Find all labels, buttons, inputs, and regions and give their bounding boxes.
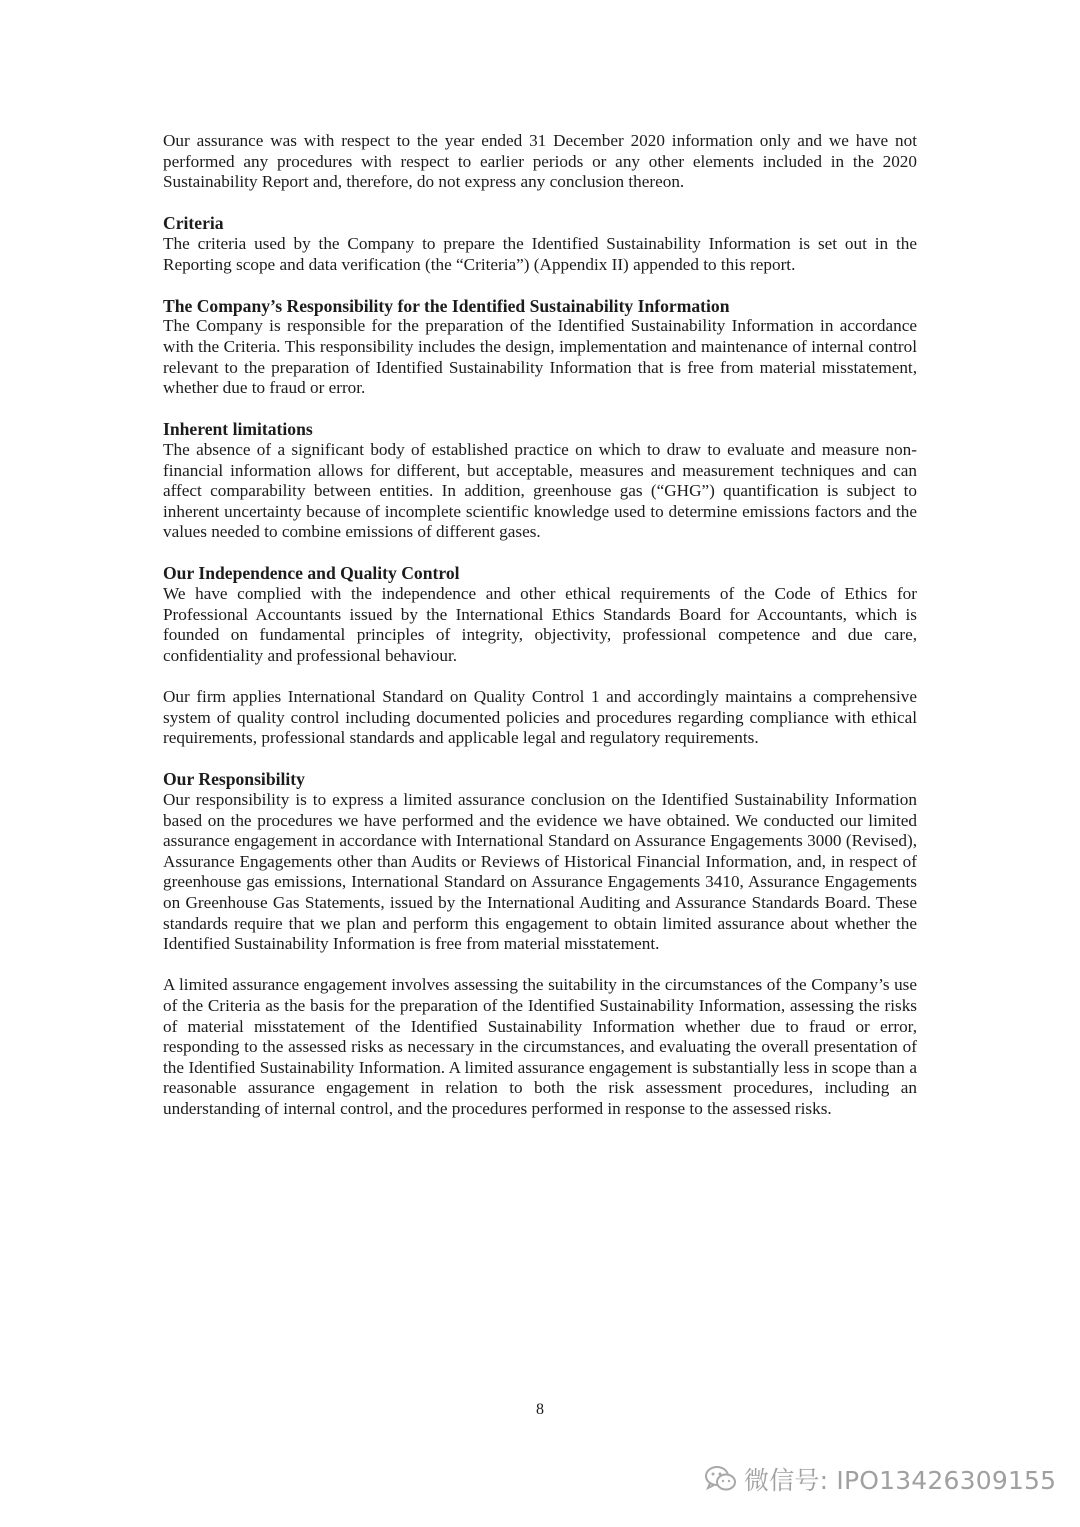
our-responsibility-paragraph-1: Our responsibility is to express a limited assurance conclusion on the Identified Sustainability Information based on the procedures we have performed and the evidence we have obtained. We conducted our limited assurance engagement in accordance with International Standard on Assurance Engagements 3000 (Revised), Assurance Engagements other than Audits or Reviews of Historical Financial Information, and, in respect of greenhouse gas emissions, International Standard on Assurance Engagements 3410, Assurance Engagements on Greenhouse Gas Statements, issued by the International Auditing and Assurance Standards Board. These standards require that we plan and perform this engagement to obtain limited assurance about whether the Identified Sustainability Information is free from material misstatement. bbox=[163, 790, 917, 954]
inherent-limitations-heading: Inherent limitations bbox=[163, 419, 313, 440]
wechat-icon bbox=[704, 1464, 738, 1494]
watermark-text: 微信号: IPO13426309155 bbox=[744, 1466, 1057, 1495]
inherent-limitations-paragraph: The absence of a significant body of established practice on which to draw to evaluate and measure non- financial information allows for different, but acceptable, measures and measurement techniques and can affect comparability between entities. In addition, greenhouse gas (“GHG”) quantification is subject to inherent uncertainty because of incomplete scientific knowledge used to determine emissions factors and the values needed to combine emissions of different gases. bbox=[163, 439, 917, 542]
company-responsibility-heading: The Company’s Responsibility for the Identified Sustainability Information bbox=[163, 295, 730, 316]
criteria-paragraph: The criteria used by the Company to prepare the Identified Sustainability Information is set out in the Reporting scope and data verification (the “Criteria”) (Appendix II) appended to this report. bbox=[163, 233, 917, 274]
page-number: 8 bbox=[536, 1401, 544, 1418]
criteria-heading: Criteria bbox=[163, 213, 224, 234]
company-responsibility-paragraph: The Company is responsible for the preparation of the Identified Sustainability Information in accordance with the Criteria. This responsibility includes the design, implementation and maintenance of internal control relevant to the preparation of Identified Sustainability Information that is free from material misstatement, whether due to fraud or error. bbox=[163, 316, 917, 398]
our-responsibility-paragraph-2: A limited assurance engagement involves assessing the suitability in the circumstances of the Company’s use of the Criteria as the basis for the preparation of the Identified Sustainability Information, assessing the risks of material misstatement of the Identified Sustainability Information whether due to fraud or error, responding to the assessed risks as necessary in the circumstances, and evaluating the overall presentation of the Identified Sustainability Information. A limited assurance engagement is substantially less in scope than a reasonable assurance engagement in relation to both the risk assessment procedures, including an understanding of internal control, and the procedures performed in response to the assessed risks. bbox=[163, 975, 917, 1118]
our-responsibility-heading: Our Responsibility bbox=[163, 769, 305, 790]
wechat-watermark bbox=[704, 1459, 1056, 1499]
independence-paragraph-1: We have complied with the independence and other ethical requirements of the Code of Ethics for Professional Accountants issued by the International Ethics Standards Board for Accountants, which is founded on fundamental principles of integrity, objectivity, professional competence and due care, confidentiality and professional behaviour. bbox=[163, 584, 917, 665]
independence-heading: Our Independence and Quality Control bbox=[163, 563, 460, 584]
document-body bbox=[163, 131, 917, 1140]
independence-paragraph-2: Our firm applies International Standard on Quality Control 1 and accordingly maintains a comprehensive system of quality control including documented policies and procedures regarding compliance with ethical requirements, professional standards and applicable legal and regulatory requirements. bbox=[163, 687, 917, 748]
intro-paragraph: Our assurance was with respect to the year ended 31 December 2020 information only and we have not performed any procedures with respect to earlier periods or any other elements included in the 2020 Sustainability Report and, therefore, do not express any conclusion thereon. bbox=[163, 131, 917, 192]
